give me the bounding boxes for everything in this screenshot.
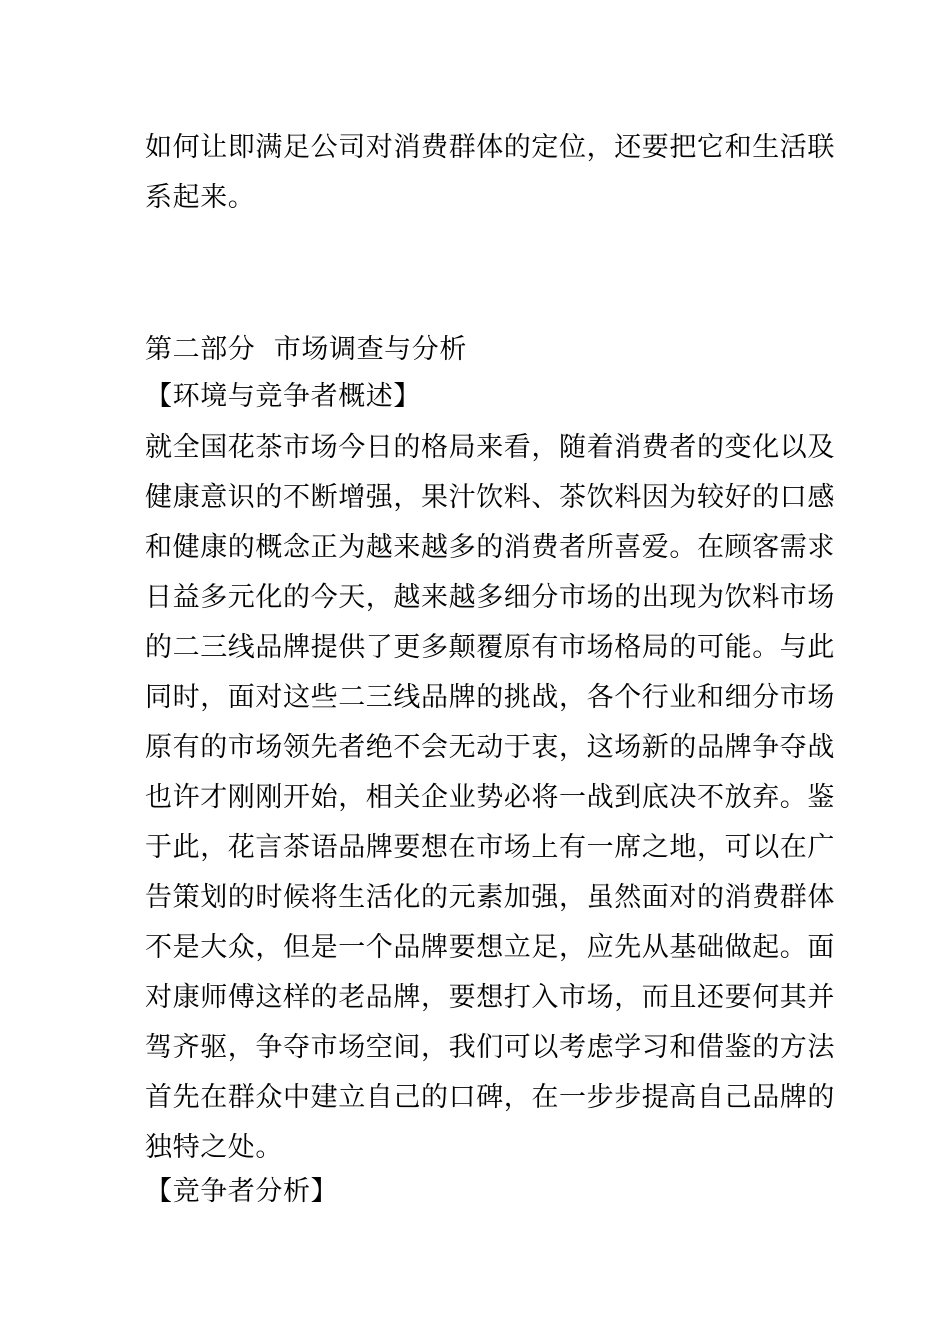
paragraph-line: 原有的市场领先者绝不会无动于衷，这场新的品牌争夺战 <box>145 732 835 763</box>
paragraph-line: 系起来。 <box>145 182 256 213</box>
subheading-environment <box>145 372 815 422</box>
paragraph-line: 如何让即满足公司对消费群体的定位，还要把它和生活联 <box>145 132 835 163</box>
paragraph-line: 告策划的时候将生活化的元素加强，虽然面对的消费群体 <box>145 882 835 913</box>
body-paragraph <box>145 423 835 1173</box>
paragraph-line: 独特之处。 <box>145 1132 283 1163</box>
paragraph-line: 也许才刚刚开始，相关企业势必将一战到底决不放弃。鉴 <box>145 782 835 813</box>
paragraph-line: 和健康的概念正为越来越多的消费者所喜爱。在顾客需求 <box>145 532 835 563</box>
paragraph-line: 同时，面对这些二三线品牌的挑战，各个行业和细分市场 <box>145 682 835 713</box>
subheading-competitor-text: 【竞争者分析】 <box>145 1176 339 1207</box>
paragraph-line: 于此，花言茶语品牌要想在市场上有一席之地，可以在广 <box>145 832 835 863</box>
paragraph-line: 不是大众，但是一个品牌要想立足，应先从基础做起。面 <box>145 932 835 963</box>
paragraph-line: 的二三线品牌提供了更多颠覆原有市场格局的可能。与此 <box>145 632 835 663</box>
paragraph-line: 健康意识的不断增强，果汁饮料、茶饮料因为较好的口感 <box>145 482 835 513</box>
subheading-environment-text: 【环境与竞争者概述】 <box>145 381 421 412</box>
paragraph-line: 首先在群众中建立自己的口碑，在一步步提高自己品牌的 <box>145 1082 835 1113</box>
paragraph-line: 就全国花茶市场今日的格局来看，随着消费者的变化以及 <box>145 432 835 463</box>
paragraph-line: 日益多元化的今天，越来越多细分市场的出现为饮料市场 <box>145 582 835 613</box>
section-heading <box>145 325 815 375</box>
section-heading-text: 第二部分 市场调查与分析 <box>145 334 467 365</box>
paragraph-line: 驾齐驱，争夺市场空间，我们可以考虑学习和借鉴的方法 <box>145 1032 835 1063</box>
subheading-competitor <box>145 1167 815 1217</box>
intro-paragraph <box>145 123 835 223</box>
paragraph-line: 对康师傅这样的老品牌，要想打入市场，而且还要何其并 <box>145 982 835 1013</box>
